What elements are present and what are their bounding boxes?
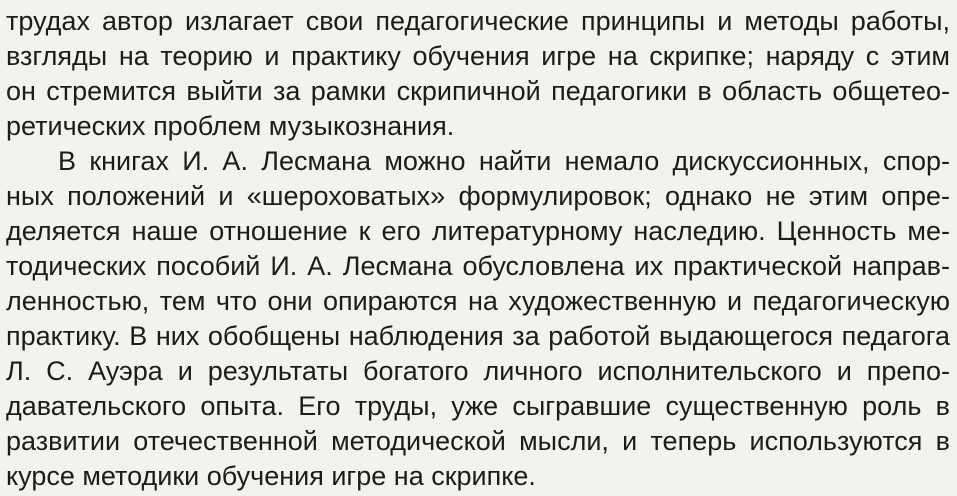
text-line: В книгах И. А. Лесмана можно найти немало дискуссионных, спор- bbox=[58, 146, 950, 176]
text-line: деляется наше отношение к его литературному наследию. Ценность ме- bbox=[6, 216, 950, 246]
text-line: трудах автор излагает свои педагогические принципы и методы работы, bbox=[6, 6, 950, 36]
text-line: он стремится выйти за рамки скрипичной педагогики в область общетео- bbox=[6, 76, 950, 106]
text-line: давательского опыта. Его труды, уже сыгравшие существенную роль в bbox=[6, 391, 950, 421]
text-line: ретических проблем музыкознания. bbox=[6, 111, 455, 141]
text-line: ленностью, тем что они опираются на художественную и педагогическую bbox=[6, 286, 950, 316]
text-line: Л. С. Ауэра и результаты богатого личного исполнительского и препо- bbox=[6, 356, 950, 386]
text-line: взгляды на теорию и практику обучения игре на скрипке; наряду с этим bbox=[6, 41, 950, 71]
text-line: развитии отечественной методической мысли, и теперь используются в bbox=[6, 426, 950, 456]
text-line: тодических пособий И. А. Лесмана обусловлена их практической направ- bbox=[6, 251, 950, 281]
text-line: курсе методики обучения игре на скрипке. bbox=[6, 461, 536, 491]
text-line: ных положений и «шероховатых» формулировок; однако не этим опре- bbox=[6, 181, 950, 211]
text-line: практику. В них обобщены наблюдения за работой выдающегося педагога bbox=[6, 321, 950, 351]
